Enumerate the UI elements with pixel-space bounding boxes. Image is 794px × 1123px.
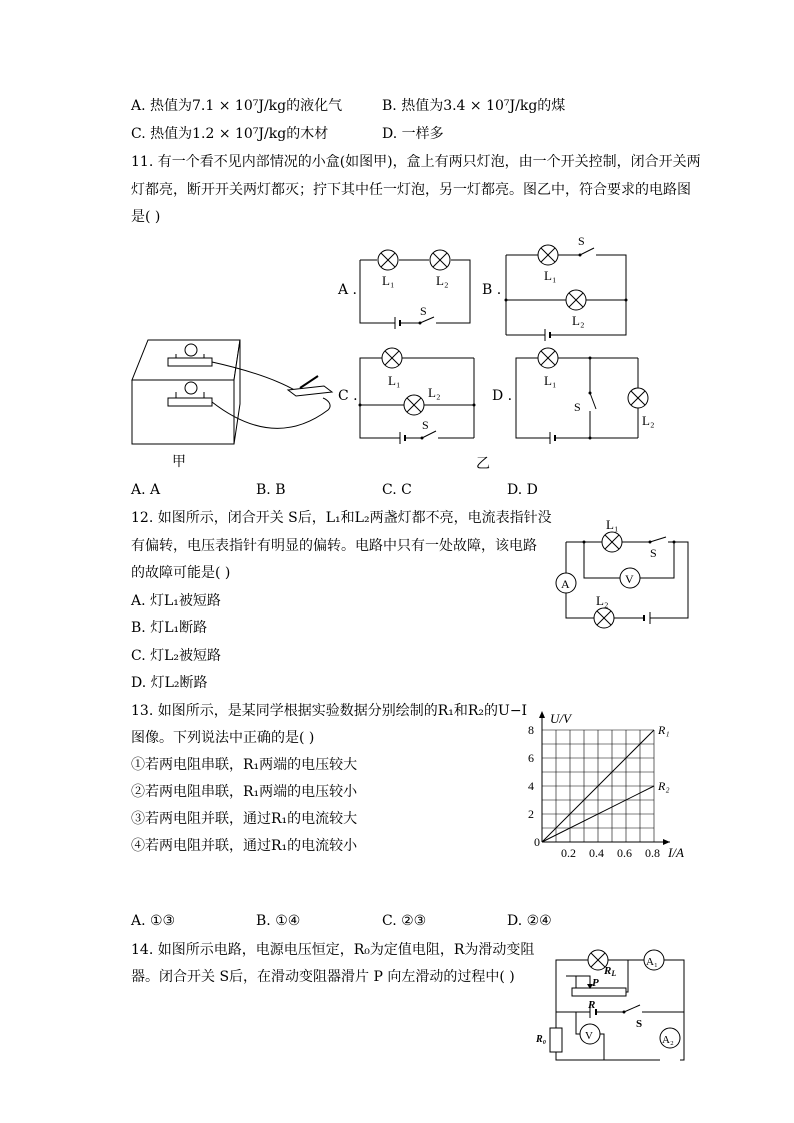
ui-graph <box>520 705 695 865</box>
x-axis-label: I/A <box>668 845 684 860</box>
circuit-a <box>350 245 480 335</box>
lamp-icon <box>538 245 558 265</box>
q12-option-c: C. 灯L₂被短路 <box>131 648 222 664</box>
q11-stem-line2: 灯都亮，断开开关两灯都灭；拧下其中任一灯泡，另一灯都亮。图乙中，符合要求的电路图 <box>131 182 691 198</box>
circuit-d-s: S <box>574 400 581 414</box>
q13-answer-d: D. ②④ <box>507 913 552 929</box>
circuit-b <box>500 235 635 345</box>
q12-l1: L₁ <box>606 517 619 532</box>
lamp-icon <box>404 395 424 415</box>
q13-stem-line2: 图像。下列说法中正确的是( ) <box>131 730 315 746</box>
lamp-icon <box>628 388 648 408</box>
q12-stem-line1: 12. 如图所示，闭合开关 S后，L₁和L₂两盏灯都不亮，电流表指针没 <box>131 510 552 526</box>
q14-rl-label: RL <box>604 965 617 978</box>
q12-stem-line2: 有偏转，电压表指针有明显的偏转。电路中只有一处故障，该电路 <box>131 538 537 554</box>
lamp-icon <box>382 348 402 368</box>
x-tick-label: 0.4 <box>589 846 604 860</box>
circuit-b-l2: L₂ <box>572 313 585 328</box>
circuit-b-l1: L₁ <box>544 268 557 283</box>
y-axis-label: U/V <box>550 711 571 726</box>
switch-icon <box>288 376 332 396</box>
q14-circuit <box>532 942 698 1068</box>
q12-s: S <box>650 546 657 560</box>
circuit-d-label: D . <box>492 388 513 404</box>
circuit-a-label: A . <box>338 282 358 298</box>
q10-option-d: D. 一样多 <box>382 126 444 142</box>
circuit-c-s: S <box>422 418 429 432</box>
circuit-d-l2: L₂ <box>642 413 655 428</box>
q12-l2: L₂ <box>596 593 609 608</box>
q14-r0-label: R₀ <box>536 1034 547 1045</box>
q11-stem-line3: 是( ) <box>131 209 161 225</box>
lamp-icon <box>594 608 614 628</box>
y-tick-label: 2 <box>528 807 534 821</box>
box-figure-jia <box>128 330 338 470</box>
voltmeter-icon <box>620 568 640 588</box>
circuit-b-s: S <box>578 235 585 248</box>
q14-p-label: P <box>592 977 599 989</box>
circuit-c-l1: L₁ <box>388 373 401 388</box>
q13-statement-1: ①若两电阻串联，R₁两端的电压较大 <box>131 757 358 773</box>
q10-option-c: C. 热值为1.2 × 10⁷J/kg的木材 <box>131 126 329 142</box>
series-label-1: R₁ <box>658 723 670 737</box>
lamp-icon <box>566 290 586 310</box>
figure-label-yi: 乙 <box>476 456 490 472</box>
y-tick-label: 6 <box>528 751 534 765</box>
q11-answer-c: C. C <box>382 482 412 498</box>
x-tick-label: 0.2 <box>561 846 576 860</box>
q12-stem-line3: 的故障可能是( ) <box>131 565 231 581</box>
series-label-2: R₂ <box>658 779 670 793</box>
circuit-a-l1: L₁ <box>382 273 395 288</box>
ammeter-label: A <box>561 577 570 591</box>
voltmeter-icon <box>580 1024 600 1044</box>
ammeter-icon <box>556 573 576 593</box>
lamp-icon <box>430 250 450 270</box>
origin-label: 0 <box>534 835 540 849</box>
ammeter-a2-icon <box>660 1028 680 1048</box>
circuit-d-l1: L₁ <box>544 373 557 388</box>
q12-circuit <box>550 515 695 630</box>
q13-answer-c: C. ②③ <box>382 913 427 929</box>
ammeter-a1-label: A₁ <box>646 956 658 968</box>
x-tick-label: 0.6 <box>617 846 632 860</box>
voltmeter-label: V <box>625 572 634 586</box>
circuit-a-s: S <box>420 304 427 318</box>
lamp-icon <box>538 348 558 368</box>
q13-statement-3: ③若两电阻并联，通过R₁的电流较大 <box>131 811 358 827</box>
q10-option-a: A. 热值为7.1 × 10⁷J/kg的液化气 <box>131 98 343 114</box>
circuit-a-l2: L₂ <box>436 273 449 288</box>
q14-stem-line1: 14. 如图所示电路，电源电压恒定，R₀为定值电阻，R为滑动变阻 <box>131 942 535 958</box>
q14-r-label: R <box>588 999 596 1011</box>
lamp-icon <box>602 532 622 552</box>
q11-answer-b: B. B <box>256 482 286 498</box>
q13-statement-2: ②若两电阻串联，R₁两端的电压较小 <box>131 784 358 800</box>
rheostat-icon <box>572 988 626 996</box>
q14-stem-line2: 器。闭合开关 S后，在滑动变阻器滑片 P 向左滑动的过程中( ) <box>131 969 515 985</box>
q13-answer-b: B. ①④ <box>256 913 301 929</box>
ammeter-a2-label: A₂ <box>662 1034 674 1046</box>
x-tick-label: 0.8 <box>645 846 660 860</box>
q12-option-d: D. 灯L₂断路 <box>131 675 208 691</box>
resistor-r0-icon <box>550 1028 562 1052</box>
circuit-d <box>508 345 668 445</box>
q13-answer-a: A. ①③ <box>131 913 176 929</box>
q14-s-label: S <box>636 1018 643 1030</box>
q12-option-b: B. 灯L₁断路 <box>131 620 208 636</box>
circuit-c-l2: L₂ <box>428 385 441 400</box>
y-axis-arrow <box>539 711 545 718</box>
q13-stem-line1: 13. 如图所示，是某同学根据实验数据分别绘制的R₁和R₂的U−I <box>131 703 528 719</box>
circuit-b-label: B . <box>482 282 502 298</box>
q12-option-a: A. 灯L₁被短路 <box>131 593 221 609</box>
q11-stem-line1: 11. 有一个看不见内部情况的小盒(如图甲)，盒上有两只灯泡，由一个开关控制，闭合开关两 <box>131 154 701 170</box>
lamp-icon <box>378 250 398 270</box>
q11-answer-d: D. D <box>507 482 538 498</box>
y-tick-label: 8 <box>528 723 534 737</box>
circuit-c-label: C . <box>338 388 358 404</box>
q11-answer-a: A. A <box>131 482 161 498</box>
q13-statement-4: ④若两电阻并联，通过R₁的电流较小 <box>131 838 358 854</box>
q14-voltmeter-label: V <box>585 1030 593 1042</box>
circuit-c <box>352 345 482 445</box>
ammeter-a1-icon <box>644 950 664 970</box>
q10-option-b: B. 热值为3.4 × 10⁷J/kg的煤 <box>382 98 566 114</box>
y-tick-label: 4 <box>528 779 534 793</box>
figure-label-jia: 甲 <box>172 454 186 470</box>
